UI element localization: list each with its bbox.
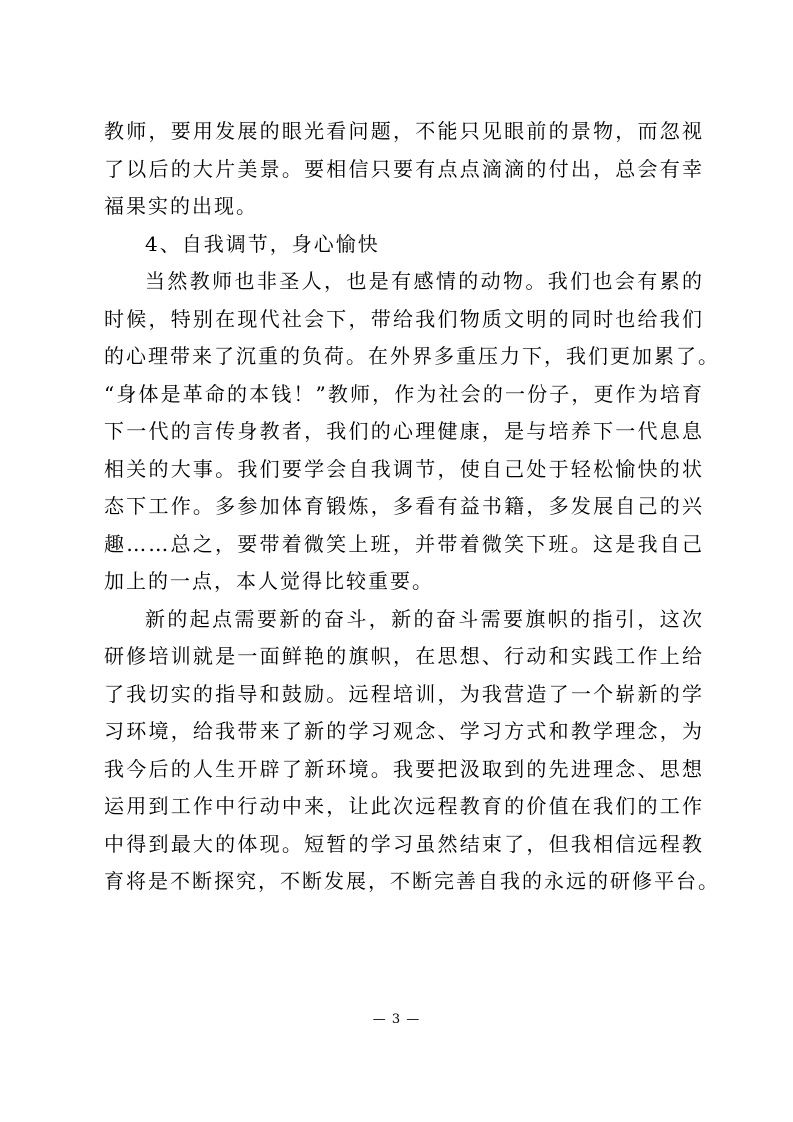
- text-line-21: 育将是不断探究，不断发展，不断完善自我的永远的研修平台。: [104, 869, 720, 893]
- section-heading: 4、自我调节，身心愉快: [145, 231, 380, 256]
- text-line-6: 时候，特别在现代社会下，带给我们物质文明的同时也给我们: [104, 306, 704, 331]
- text-line-9: 下一代的言传身教者，我们的心理健康，是与培养下一代息息: [104, 419, 704, 443]
- text-line-13: 加上的一点，本人觉得比较重要。: [104, 569, 434, 593]
- text-line-3: 福果实的出现。: [104, 194, 258, 218]
- text-line-14: 新的起点需要新的奋斗，新的奋斗需要旗帜的指引，这次: [145, 606, 704, 631]
- body-text: [104, 113, 720, 901]
- page-number: — 3 —: [372, 1012, 421, 1027]
- text-line-12: 趣……总之，要带着微笑上班，并带着微笑下班。这是我自己: [104, 531, 704, 556]
- text-line-8: “身体是革命的本钱！”教师，作为社会的一份子，更作为培育: [104, 381, 704, 406]
- text-line-20: 中得到最大的体现。短暂的学习虽然结束了，但我相信远程教: [104, 831, 704, 856]
- text-line-5: 当然教师也非圣人，也是有感情的动物。我们也会有累的: [145, 269, 704, 293]
- text-line-19: 运用到工作中行动中来，让此次远程教育的价值在我们的工作: [104, 794, 704, 818]
- text-line-18: 我今后的人生开辟了新环境。我要把汲取到的先进理念、思想: [104, 756, 704, 781]
- text-line-17: 习环境，给我带来了新的学习观念、学习方式和教学理念，为: [104, 719, 704, 743]
- text-line-1: 教师，要用发展的眼光看问题，不能只见眼前的景物，而忽视: [104, 119, 704, 143]
- text-line-15: 研修培训就是一面鲜艳的旗帜，在思想、行动和实践工作上给: [104, 644, 704, 668]
- text-line-2: 了以后的大片美景。要相信只要有点点滴滴的付出，总会有幸: [104, 156, 704, 181]
- text-line-16: 了我切实的指导和鼓励。远程培训，为我营造了一个崭新的学: [104, 681, 704, 706]
- text-line-10: 相关的大事。我们要学会自我调节，使自己处于轻松愉快的状: [104, 456, 704, 481]
- text-line-7: 的心理带来了沉重的负荷。在外界多重压力下，我们更加累了。: [104, 344, 720, 368]
- text-line-11: 态下工作。多参加体育锻炼，多看有益书籍，多发展自己的兴: [104, 494, 704, 518]
